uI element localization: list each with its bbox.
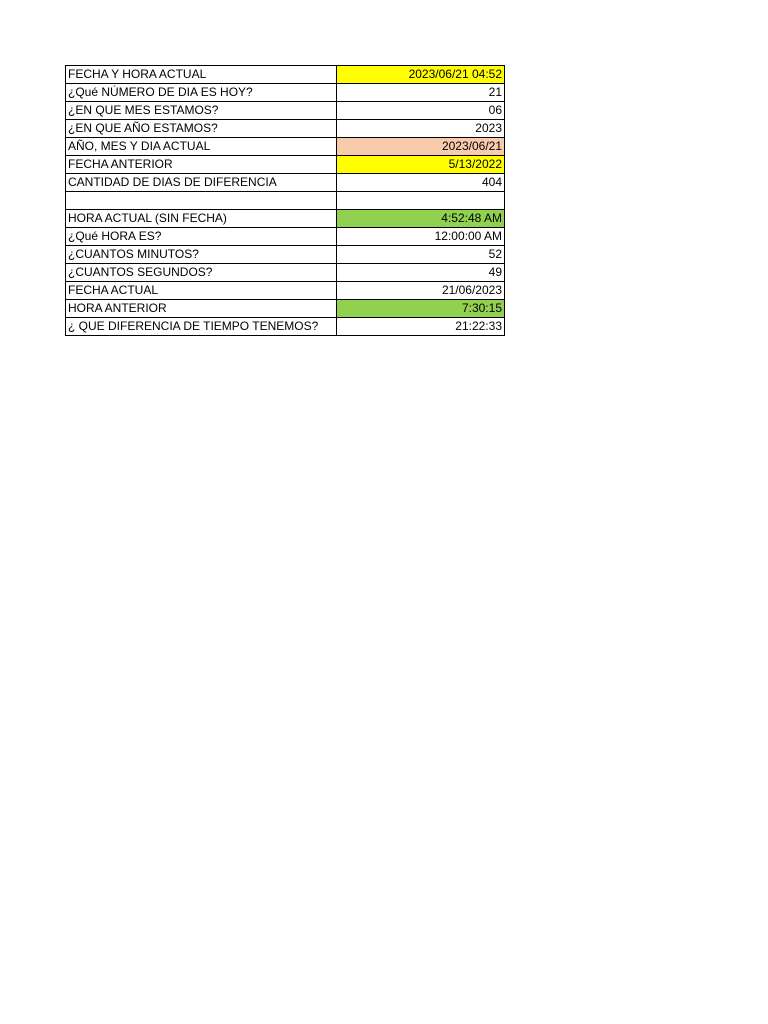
table-row [66, 318, 505, 336]
spreadsheet-table [65, 65, 505, 336]
row-value[interactable]: 7:30:15 [337, 300, 505, 318]
row-label[interactable]: ¿Qué HORA ES? [66, 228, 337, 246]
row-label[interactable]: ¿EN QUE AÑO ESTAMOS? [66, 120, 337, 138]
row-label[interactable]: AÑO, MES Y DIA ACTUAL [66, 138, 337, 156]
row-label[interactable]: FECHA ANTERIOR [66, 156, 337, 174]
row-label[interactable]: ¿CUANTOS SEGUNDOS? [66, 264, 337, 282]
table-row [66, 156, 505, 174]
row-value[interactable]: 4:52:48 AM [337, 210, 505, 228]
table-row [66, 174, 505, 192]
table-row [66, 66, 505, 84]
table-row [66, 264, 505, 282]
table-row [66, 210, 505, 228]
table-row [66, 282, 505, 300]
row-label[interactable]: FECHA ACTUAL [66, 282, 337, 300]
row-label[interactable]: ¿CUANTOS MINUTOS? [66, 246, 337, 264]
row-value[interactable]: 06 [337, 102, 505, 120]
table-row [66, 120, 505, 138]
row-value[interactable]: 2023/06/21 [337, 138, 505, 156]
row-value[interactable] [337, 192, 505, 210]
row-value[interactable]: 52 [337, 246, 505, 264]
table-row [66, 84, 505, 102]
row-label[interactable]: ¿EN QUE MES ESTAMOS? [66, 102, 337, 120]
row-label[interactable]: ¿ QUE DIFERENCIA DE TIEMPO TENEMOS? [66, 318, 337, 336]
row-value[interactable]: 21:22:33 [337, 318, 505, 336]
row-value[interactable]: 2023 [337, 120, 505, 138]
table-row [66, 300, 505, 318]
row-label[interactable] [66, 192, 337, 210]
row-value[interactable]: 12:00:00 AM [337, 228, 505, 246]
row-label[interactable]: FECHA Y HORA ACTUAL [66, 66, 337, 84]
table-row-blank [66, 192, 505, 210]
row-value[interactable]: 21 [337, 84, 505, 102]
row-label[interactable]: CANTIDAD DE DIAS DE DIFERENCIA [66, 174, 337, 192]
row-value[interactable]: 49 [337, 264, 505, 282]
row-value[interactable]: 5/13/2022 [337, 156, 505, 174]
row-value[interactable]: 2023/06/21 04:52 [337, 66, 505, 84]
table-row [66, 228, 505, 246]
row-label[interactable]: ¿Qué NÚMERO DE DIA ES HOY? [66, 84, 337, 102]
row-value[interactable]: 404 [337, 174, 505, 192]
row-value[interactable]: 21/06/2023 [337, 282, 505, 300]
table-row [66, 138, 505, 156]
table-row [66, 102, 505, 120]
row-label[interactable]: HORA ANTERIOR [66, 300, 337, 318]
table-row [66, 246, 505, 264]
row-label[interactable]: HORA ACTUAL (SIN FECHA) [66, 210, 337, 228]
